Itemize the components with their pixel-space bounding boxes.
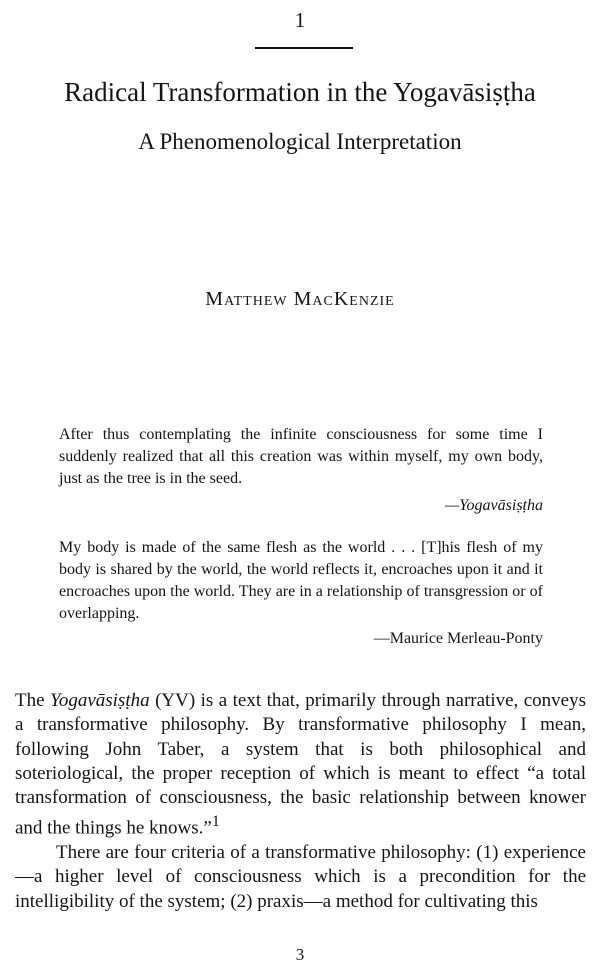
epigraph-quote-2: My body is made of the same flesh as the world . . . [T]his flesh of my body is shared by the world, the world reflects it, encroaches upon it and it encroaches upon the world. They are in a relationship of transgression or of overlapping.: [59, 539, 543, 622]
paragraph-2: There are four criteria of a transformative philosophy: (1) experience—a higher level of consciousness which is a precondition for the intelligibility of the system; (2) praxis—a method for cultivating this: [15, 842, 586, 912]
chapter-subtitle: A Phenomenological Interpretation: [138, 129, 462, 154]
author-name: Matthew MacKenzie: [205, 288, 395, 310]
body-text: [15, 689, 586, 914]
chapter-number: 1: [294, 8, 306, 32]
epigraph-quote-1: After thus contemplating the infinite consciousness for some time I suddenly realized that all this creation was within myself, my own body, just as the tree is in the seed.: [59, 426, 543, 487]
text-title-italic: Yogavāsiṣṭha: [50, 690, 150, 711]
page-number: 3: [295, 945, 305, 964]
epigraph-attribution-1: —Yogavāsiṣṭha: [444, 497, 543, 514]
chapter-rule: [255, 47, 353, 49]
paragraph-1-article: The: [15, 690, 50, 711]
footnote-marker[interactable]: 1: [211, 813, 220, 831]
epigraph-attribution-2: —Maurice Merleau-Ponty: [373, 630, 543, 647]
paragraph-1: [15, 689, 586, 841]
paragraph-1-text: (YV) is a text that, primarily through narrative, conveys a transformative philosophy. By transformative philosophy I mean, following John Taber, a system that is both philosophical and soteriological, the proper reception of which is meant to effect “a total transformation of consciousness, the basic relationship between knower and the things he knows.”: [15, 690, 586, 839]
chapter-title: Radical Transformation in the Yogavāsiṣṭha: [64, 77, 536, 107]
